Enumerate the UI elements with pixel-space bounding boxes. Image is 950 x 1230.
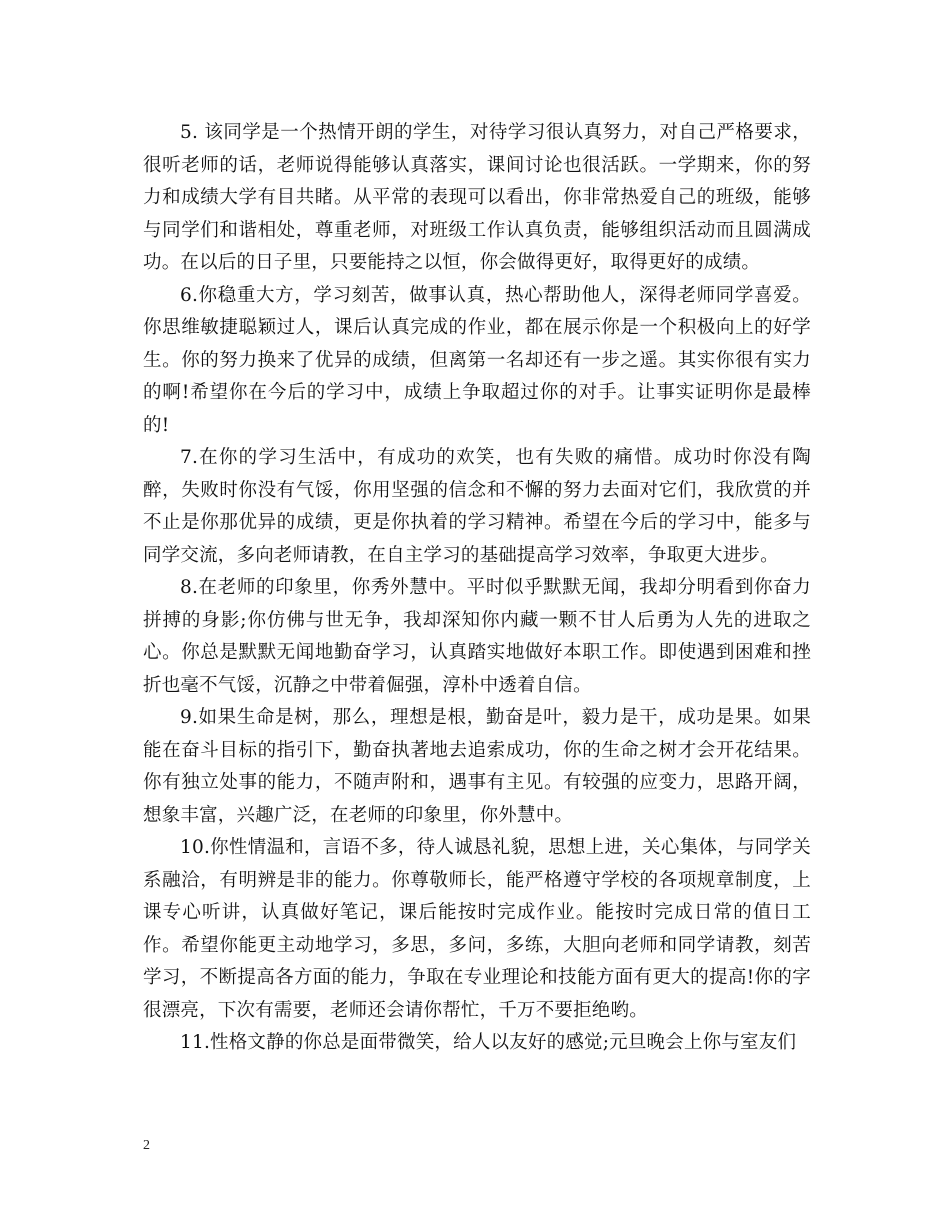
comment-paragraph-5: 5. 该同学是一个热情开朗的学生，对待学习很认真努力，对自己严格要求，很听老师的话，老师说得能够认真落实，课间讨论也很活跃。一学期来，你的努力和成绩大学有目共睹。从平常的表现可以看出，你非常热爱自己的班级，能够与同学们和谐相处，尊重老师，对班级工作认真负责，能够组织活动而且圆满成功。在以后的日子里，只要能持之以恒，你会做得更好，取得更好的成绩。 — [143, 122, 811, 273]
comment-paragraph-8: 8.在老师的印象里，你秀外慧中。平时似乎默默无闻，我却分明看到你奋力拼搏的身影;你仿佛与世无争，我却深知你内藏一颗不甘人后勇为人先的进取之心。你总是默默无闻地勤奋学习，认真踏实地做好本职工作。即使遇到困难和挫折也毫不气馁，沉静之中带着倔强，淳朴中透着自信。 — [143, 577, 811, 696]
comment-paragraph-10: 10.你性情温和，言语不多，待人诚恳礼貌，思想上进，关心集体，与同学关系融洽，有明辨是非的能力。你尊敬师长，能严格遵守学校的各项规章制度，上课专心听讲，认真做好笔记，课后能按时完成作业。能按时完成日常的值日工作。希望你能更主动地学习，多思，多问，多练，大胆向老师和同学请教，刻苦学习，不断提高各方面的能力，争取在专业理论和技能方面有更大的提高!你的字很漂亮，下次有需要，老师还会请你帮忙，千万不要拒绝哟。 — [143, 837, 811, 1021]
comment-paragraph-11: 11.性格文静的你总是面带微笑，给人以友好的感觉;元旦晚会上你与室友们 — [180, 1032, 797, 1053]
comment-paragraph-6: 6.你稳重大方，学习刻苦，做事认真，热心帮助他人，深得老师同学喜爱。你思维敏捷聪颖过人，课后认真完成的作业，都在展示你是一个积极向上的好学生。你的努力换来了优异的成绩，但离第一名却还有一步之遥。其实你很有实力的啊!希望你在今后的学习中，成绩上争取超过你的对手。让事实证明你是最棒的! — [143, 284, 811, 436]
comment-paragraph-9: 9.如果生命是树，那么，理想是根，勤奋是叶，毅力是干，成功是果。如果能在奋斗目标的指引下，勤奋执著地去追索成功，你的生命之树才会开花结果。你有独立处事的能力，不随声附和，遇事有主见。有较强的应变力，思路开阔，想象丰富，兴趣广泛，在老师的印象里，你外慧中。 — [143, 707, 811, 826]
comment-paragraph-7: 7.在你的学习生活中，有成功的欢笑，也有失败的痛惜。成功时你没有陶醉，失败时你没有气馁，你用坚强的信念和不懈的努力去面对它们，我欣赏的并不止是你那优异的成绩，更是你执着的学习精神。希望在今后的学习中，能多与同学交流，多向老师请教，在自主学习的基础提高学习效率，争取更大进步。 — [143, 447, 811, 566]
document-body — [143, 117, 811, 1060]
page-number: 2 — [143, 1138, 150, 1153]
